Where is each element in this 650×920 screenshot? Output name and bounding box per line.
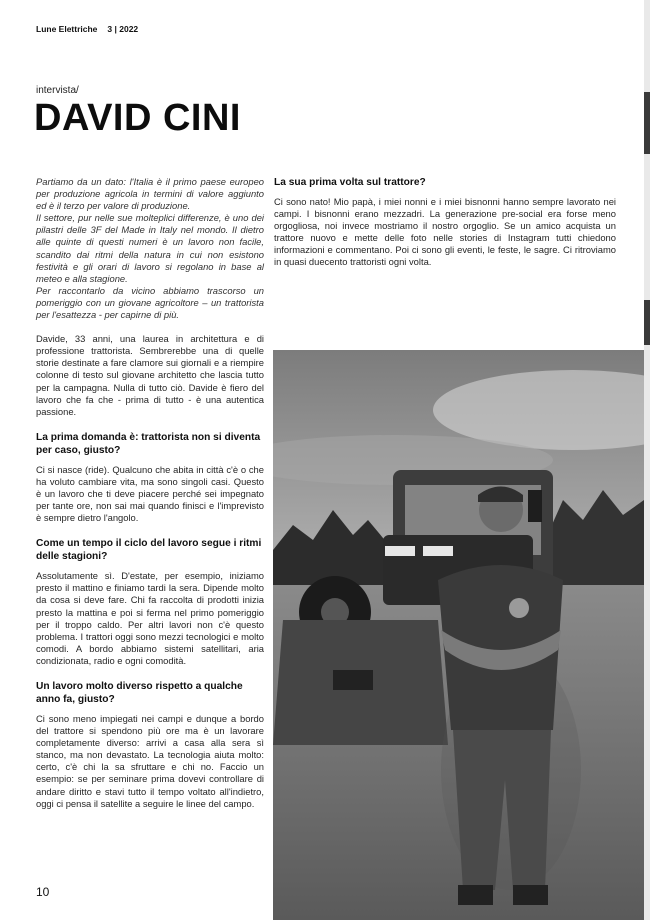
intro-paragraphs — [36, 176, 264, 321]
answer-paragraph: Ci si nasce (ride). Qualcuno che abita in città c'è o che ha voluto cambiare vita, ma sono singoli casi. Questo è un lavoro che ti deve piacere perché sei impegnato per tante ore, non sai mai quando finisci e l'imprevisto è sempre dietro l'angolo. — [36, 463, 264, 524]
answer-paragraph: Ci sono nato! Mio papà, i miei nonni e i miei bisnonni hanno sempre lavorato nei campi. I bisnonni erano mezzadri. La generazione pre-social era forse meno orgogliosa, noi invece mostriamo il nostro orgoglio. Se un amico acquista un trattore nuovo e mette delle foto nelle stories di Instagram tutti chiedono informazioni e commentano. Poi ci sono gli eventi, le feste, le sagre. Ci ritroviamo in quasi duecento trattoristi ogni volta. — [274, 196, 616, 268]
question-heading: La prima domanda è: trattorista non si diventa per caso, giusto? — [36, 431, 261, 456]
tractor-headlight — [423, 546, 453, 556]
edge-shadow-mid — [644, 300, 650, 345]
lead-paragraph: Davide, 33 anni, una laurea in architettura e di professione trattorista. Sembrerebbe una di quelle storie destinate a fare clamore sui giornali e a riempire colonne di testo sul giovane architetto che lascia tutto per la campagna. Nulla di tutto ciò. Davide è fiero del lavoro che fa che - prima di tutto - è una autentica passione. — [36, 333, 264, 417]
magazine-name: Lune Elettriche — [36, 24, 98, 34]
farmer-boot — [513, 885, 548, 905]
answer-paragraph: Assolutamente sì. D'estate, per esempio, iniziamo presto il mattino e finiamo tardi la sera. Dipende molto da cosa si deve fare. Chi fa raccolta di prodotti inizia presto la mattina e poi si ferma nel primo pomeriggio per il troppo caldo. Per altri lavori non c'è questo problema. I trattori oggi sono mezzi tecnologici e molto comodi. A bordo abbiamo sistemi satellitari, aria condizionata, radio e ogni comodità. — [36, 570, 264, 666]
question-heading: Un lavoro molto diverso rispetto a qualche anno fa, giusto? — [36, 681, 243, 705]
intro-paragraph: Per raccontarlo da vicino abbiamo trascorso un pomeriggio con un giovane agricoltore – un trattorista per l'esattezza - per capirne di più. — [36, 284, 264, 321]
photo-farmer-with-tractor — [273, 350, 644, 920]
intro-paragraph: Il settore, pur nelle sue molteplici differenze, è uno dei pilastri delle 3F del Made in Italy nel mondo. Il dietro alle quinte di questi numeri è un lavoro non facile, scandito dai ritmi della natura in cui non esistono festività e gli orari di lavoro si regolano in base al meteo e alla stagione. — [36, 212, 264, 284]
issue-number: 3 | 2022 — [107, 24, 139, 34]
question-heading: La sua prima volta sul trattore? — [274, 177, 426, 188]
weight-slot — [333, 670, 373, 690]
page-number: 10 — [36, 885, 50, 899]
tractor-mirror — [528, 490, 542, 522]
intro-paragraph: Partiamo da un dato: l'Italia è il primo paese europeo per produzione agricola in termini di valore aggiunto ed è il terzo per valore di produzione. — [36, 176, 264, 212]
answer-paragraph: Ci sono meno impiegati nei campi e dunque a bordo del trattore si spendono più ore ma è un lavorare completamente diverso: arrivi a casa alla sera sì stanco, ma non devastato. La tecnologia aiuta molto: certo, c'è chi la sa sfruttare e chi no. Faccio un esempio: se per seminare prima dovevi controllare di andare diritto e stavi tutto il tempo voltato all'indietro, oggi ci pensa il satellite a seguire le linee del campo. — [36, 713, 264, 809]
shirt-logo — [509, 598, 529, 618]
photo-illustration — [273, 350, 644, 920]
interviewee-name: DAVID CINI — [34, 97, 241, 139]
running-header — [36, 24, 138, 34]
left-column — [36, 176, 264, 823]
section-kicker: intervista/ — [36, 85, 79, 96]
right-column — [274, 176, 616, 282]
tractor-headlight — [385, 546, 415, 556]
page-edge — [644, 0, 650, 920]
question-heading: Come un tempo il ciclo del lavoro segue i ritmi delle stagioni? — [36, 538, 262, 563]
farmer-boot — [458, 885, 493, 905]
edge-shadow-top — [644, 92, 650, 154]
